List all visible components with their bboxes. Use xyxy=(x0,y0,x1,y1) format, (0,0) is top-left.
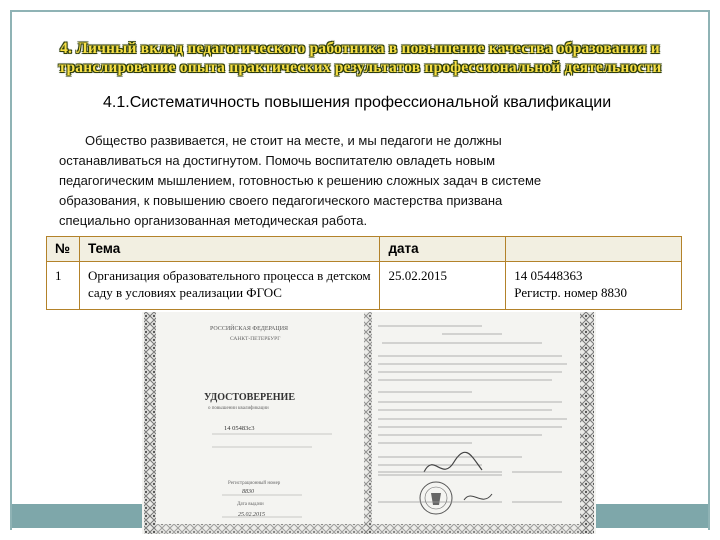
section-subtitle: 4.1.Систематичность повышения профессиональной квалификации xyxy=(103,94,612,111)
cert-date-value: 25.02.2015 xyxy=(238,512,265,518)
cell-document-number: 14 05448363 xyxy=(514,268,583,283)
cert-stamp xyxy=(420,482,452,514)
frame-left-line xyxy=(10,10,12,530)
cert-city: САНКТ-ПЕТЕРБУРГ xyxy=(230,336,281,342)
cell-document xyxy=(506,262,682,310)
ornament-right-border xyxy=(580,312,594,534)
slide-title xyxy=(40,39,680,77)
certificate-scan xyxy=(142,312,596,534)
slide-title-line-2: транслирование опыта практических результатов профессиональной деятельности xyxy=(58,59,662,76)
cert-subtitle: о повышении квалификации xyxy=(208,406,269,411)
ornament-left-border xyxy=(144,312,156,534)
footer-band-right xyxy=(583,504,708,528)
header-date: дата xyxy=(380,237,506,262)
header-document xyxy=(506,237,682,262)
intro-paragraph xyxy=(59,131,559,231)
header-number: № xyxy=(47,237,80,262)
cert-number: 14 05483с3 xyxy=(224,425,255,432)
table-row xyxy=(47,262,682,310)
slide-title-line-1: 4. Личный вклад педагогического работника в повышение качества образования и xyxy=(60,40,660,57)
ornament-bottom-border xyxy=(156,524,580,534)
qualification-table xyxy=(46,236,682,310)
header-topic: Тема xyxy=(79,237,379,262)
cell-date: 25.02.2015 xyxy=(380,262,506,310)
cert-reg-label: Регистрационный номер xyxy=(228,481,281,486)
frame-top-line xyxy=(10,10,710,12)
cert-header: РОССИЙСКАЯ ФЕДЕРАЦИЯ xyxy=(210,326,289,332)
cell-document-reg: Регистр. номер 8830 xyxy=(514,285,627,300)
intro-text: Общество развивается, не стоит на месте, и мы педагоги не должны останавливаться на достигнутом. Помочь воспитателю овладеть новым педагогическим мышлением, готовностью к решению сложных задач в системе образования, к повышению своего педагогического мастерства призвана специально организованная методическая работа. xyxy=(59,133,542,228)
certificate-image xyxy=(142,312,596,534)
cert-title: УДОСТОВЕРЕНИЕ xyxy=(204,392,295,403)
cell-topic: Организация образовательного процесса в детском саду в условиях реализации ФГОС xyxy=(79,262,379,310)
table-header-row xyxy=(47,237,682,262)
cert-date-label: Дата выдачи xyxy=(237,502,264,507)
cell-number: 1 xyxy=(47,262,80,310)
footer-band-left xyxy=(12,504,147,528)
frame-right-line xyxy=(708,10,710,530)
ornament-center-fold xyxy=(364,312,372,534)
cert-reg-value: 8830 xyxy=(242,489,254,495)
